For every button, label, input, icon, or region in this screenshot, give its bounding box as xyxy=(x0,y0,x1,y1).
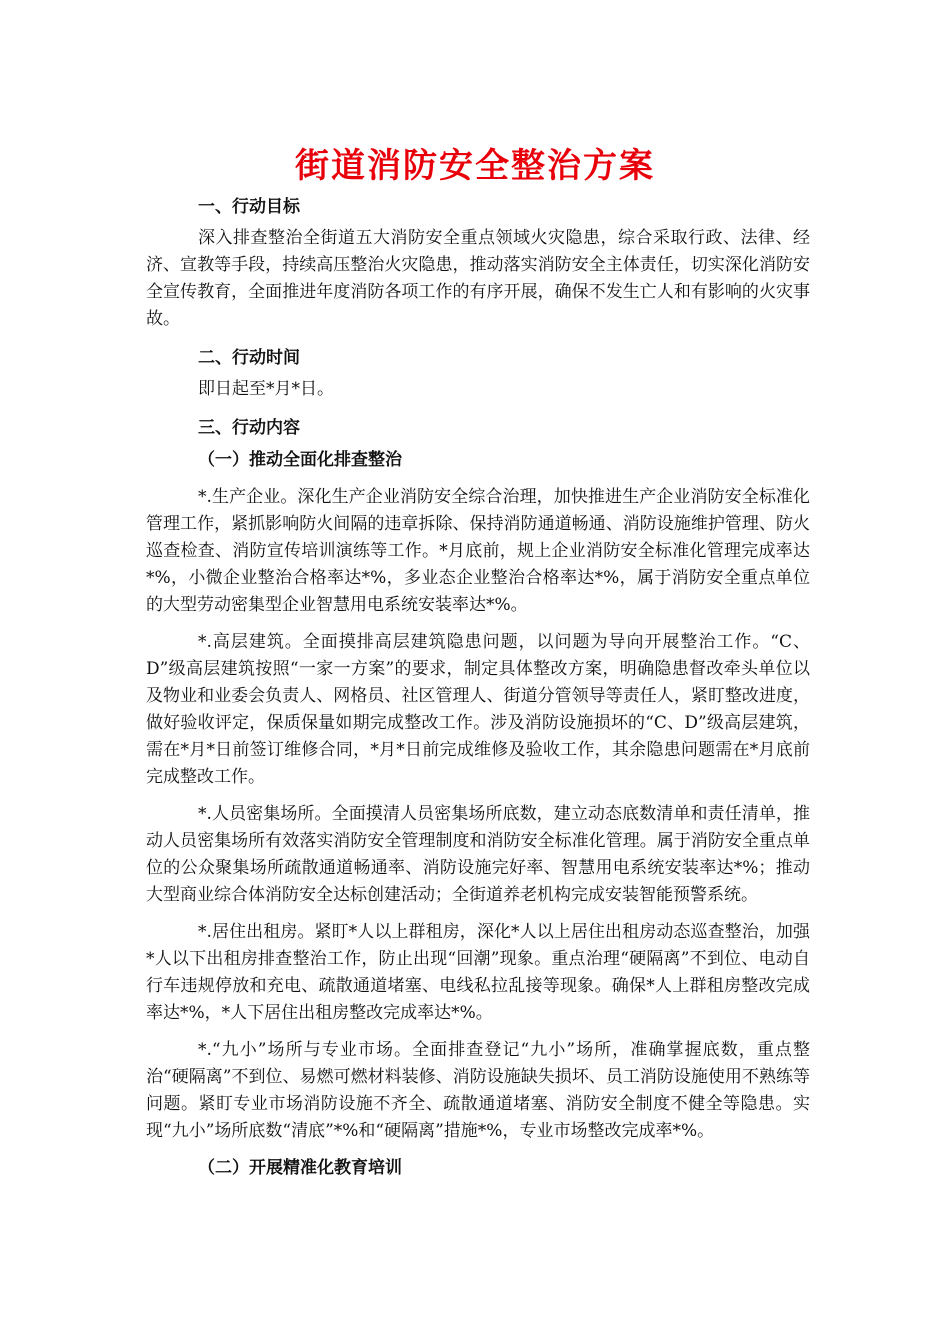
paragraph-rental-housing: *.居住出租房。紧盯*人以上群租房，深化*人以上居住出租房动态巡查整治，加强*人以下出租房排查整治工作，防止出现“回潮”现象。重点治理“硬隔离”不到位、电动自行车违规停放和充电、疏散通道堵塞、电线私拉乱接等现象。确保*人上群租房整改完成率达*%，*人下居住出租房整改完成率达*%。 xyxy=(146,922,810,1023)
section-heading-goal: 一、行动目标 xyxy=(198,197,300,217)
document-title: 街道消防安全整治方案 xyxy=(295,146,655,186)
paragraph-crowded-places: *.人员密集场所。全面摸清人员密集场所底数，建立动态底数清单和责任清单，推动人员密集场所有效落实消防安全管理制度和消防安全标准化管理。属于消防安全重点单位的公众聚集场所疏散通道畅通率、消防设施完好率、智慧用电系统安装率达*%；推动大型商业综合体消防安全达标创建活动；全街道养老机构完成安装智能预警系统。 xyxy=(146,804,810,905)
paragraph-small-venues-markets: *.“九小”场所与专业市场。全面排查登记“九小”场所，准确掌握底数，重点整治“硬隔离”不到位、易燃可燃材料装修、消防设施缺失损坏、员工消防设施使用不熟练等问题。紧盯专业市场消防设施不齐全、疏散通道堵塞、消防安全制度不健全等隐患。实现“九小”场所底数“清底”*%和“硬隔离”措施*%，专业市场整改完成率*%。 xyxy=(146,1040,810,1141)
paragraph-goal: 深入排查整治全街道五大消防安全重点领域火灾隐患，综合采取行政、法律、经济、宣教等手段，持续高压整治火灾隐患，推动落实消防安全主体责任，切实深化消防安全宣传教育，全面推进年度消防各项工作的有序开展，确保不发生亡人和有影响的火灾事故。 xyxy=(146,228,810,329)
section-heading-time: 二、行动时间 xyxy=(198,348,300,368)
paragraph-high-rise-buildings: *.高层建筑。全面摸排高层建筑隐患问题，以问题为导向开展整治工作。“C、D”级高层建筑按照“一家一方案”的要求，制定具体整改方案，明确隐患督改牵头单位以及物业和业委会负责人、网格员、社区管理人、街道分管领导等责任人，紧盯整改进度，做好验收评定，保质保量如期完成整改工作。涉及消防设施损坏的“C、D”级高层建筑，需在*月*日前签订维修合同，*月*日前完成维修及验收工作，其余隐患问题需在*月底前完成整改工作。 xyxy=(146,632,810,787)
subsection-heading-inspection: （一）推动全面化排查整治 xyxy=(198,450,402,470)
document-body xyxy=(146,194,810,1182)
section-heading-content: 三、行动内容 xyxy=(198,418,300,438)
paragraph-time: 即日起至*月*日。 xyxy=(198,379,334,399)
paragraph-production-enterprises: *.生产企业。深化生产企业消防安全综合治理，加快推进生产企业消防安全标准化管理工作，紧抓影响防火间隔的违章拆除、保持消防通道畅通、消防设施维护管理、防火巡查检查、消防宣传培训演练等工作。*月底前，规上企业消防安全标准化管理完成率达*%，小微企业整治合格率达*%，多业态企业整治合格率达*%，属于消防安全重点单位的大型劳动密集型企业智慧用电系统安装率达*%。 xyxy=(146,487,810,615)
subsection-heading-education: （二）开展精准化教育培训 xyxy=(198,1158,402,1178)
